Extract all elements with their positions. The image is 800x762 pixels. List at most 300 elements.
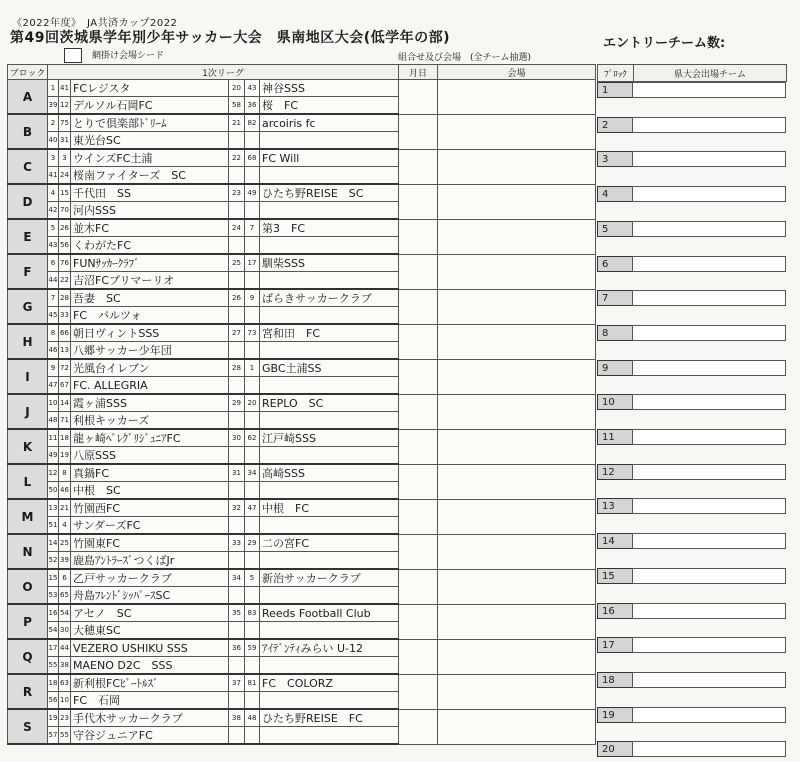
date-cell: [399, 184, 438, 219]
block-label: E: [8, 219, 48, 254]
block-label: C: [8, 149, 48, 184]
draw-number: 31: [59, 132, 71, 150]
team-name: [260, 342, 399, 360]
seed-number: [229, 657, 245, 675]
venue-cell: [438, 394, 596, 429]
seed-number: 23: [229, 184, 245, 202]
team-name: REPLO SC: [260, 394, 399, 412]
team-name: [260, 272, 399, 290]
table-row: [8, 499, 596, 517]
block-label: P: [8, 604, 48, 639]
seed-number: [229, 342, 245, 360]
draw-number: 4: [59, 517, 71, 535]
block-label: J: [8, 394, 48, 429]
venue-cell: [438, 464, 596, 499]
team-name: [260, 727, 399, 745]
draw-number: 24: [59, 167, 71, 185]
draw-number: [245, 167, 260, 185]
draw-number: 1: [245, 359, 260, 377]
date-cell: [399, 359, 438, 394]
draw-number: 29: [245, 534, 260, 552]
seed-number: 29: [229, 394, 245, 412]
draw-number: 34: [245, 464, 260, 482]
team-name: 新治サッカークラブ: [260, 569, 399, 587]
seed-number: 4: [48, 184, 59, 202]
seed-number: 36: [229, 639, 245, 657]
qualifier-slot: [597, 533, 786, 549]
table-row: [8, 219, 596, 237]
seed-number: 27: [229, 324, 245, 342]
team-name: 八原SSS: [71, 447, 229, 465]
seed-number: [229, 587, 245, 605]
team-name: [260, 412, 399, 430]
seed-number: 6: [48, 254, 59, 272]
date-cell: [399, 149, 438, 184]
team-name: デルソル石岡FC: [71, 97, 229, 115]
draw-number: [245, 482, 260, 500]
block-label: G: [8, 289, 48, 324]
seed-number: 31: [229, 464, 245, 482]
qualifier-slot-number: 4: [597, 186, 634, 202]
qualifier-team-field: [632, 464, 786, 480]
header-block: ブロック: [8, 65, 48, 80]
qualifier-team-field: [632, 741, 786, 757]
qualifier-team-field: [632, 568, 786, 584]
table-row: [8, 254, 596, 272]
date-cell: [399, 254, 438, 289]
seed-number: [229, 237, 245, 255]
table-row: [8, 429, 596, 447]
date-cell: [399, 534, 438, 569]
table-row: [8, 359, 596, 377]
qualifier-header: [597, 64, 787, 82]
seed-number: 25: [229, 254, 245, 272]
seed-number: 45: [48, 307, 59, 325]
team-name: 手代木サッカークラブ: [71, 709, 229, 727]
team-name: 竹園東FC: [71, 534, 229, 552]
seed-number: [229, 167, 245, 185]
seed-number: 12: [48, 464, 59, 482]
seed-number: 21: [229, 114, 245, 132]
seed-number: 52: [48, 552, 59, 570]
seed-number: 32: [229, 499, 245, 517]
team-name: 神谷SSS: [260, 80, 399, 97]
seed-number: 9: [48, 359, 59, 377]
seed-number: 26: [229, 289, 245, 307]
qualifier-slot: [597, 741, 786, 757]
qualifier-team-field: [632, 256, 786, 272]
team-name: [260, 482, 399, 500]
team-name: 二の宮FC: [260, 534, 399, 552]
draw-number: [245, 657, 260, 675]
team-name: [260, 132, 399, 150]
team-name: 利根キッカーズ: [71, 412, 229, 430]
block-label: O: [8, 569, 48, 604]
seed-number: [229, 447, 245, 465]
block-label: N: [8, 534, 48, 569]
team-name: 中根 SC: [71, 482, 229, 500]
draw-number: 10: [59, 692, 71, 710]
team-name: [260, 377, 399, 395]
seed-number: 42: [48, 202, 59, 220]
seed-number: 47: [48, 377, 59, 395]
seed-number: [229, 552, 245, 570]
qualifier-team-field: [632, 603, 786, 619]
venue-cell: [438, 359, 596, 394]
table-row: [8, 80, 596, 97]
seed-number: 13: [48, 499, 59, 517]
qualifier-slot: [597, 290, 786, 306]
draw-number: 9: [245, 289, 260, 307]
draw-number: 13: [59, 342, 71, 360]
qualifier-slot-number: 18: [597, 672, 634, 688]
table-row: [8, 569, 596, 587]
draw-number: 43: [245, 80, 260, 97]
qualifier-team-field: [632, 429, 786, 445]
seed-number: 43: [48, 237, 59, 255]
draw-number: 76: [59, 254, 71, 272]
draw-number: 72: [59, 359, 71, 377]
seed-number: [229, 132, 245, 150]
team-name: 並木FC: [71, 219, 229, 237]
draw-number: 47: [245, 499, 260, 517]
qualifier-slot: [597, 637, 786, 653]
qualifier-slot-number: 6: [597, 256, 634, 272]
seed-number: [229, 482, 245, 500]
seed-number: 34: [229, 569, 245, 587]
qualifier-slot-number: 19: [597, 707, 634, 723]
draw-number: 56: [59, 237, 71, 255]
team-name: 竹園西FC: [71, 499, 229, 517]
qualifier-slot-number: 12: [597, 464, 634, 480]
team-name: 乙戸サッカークラブ: [71, 569, 229, 587]
draw-number: [245, 412, 260, 430]
qualifier-slot-number: 11: [597, 429, 634, 445]
date-cell: [399, 464, 438, 499]
seed-number: 58: [229, 97, 245, 115]
draw-number: 49: [245, 184, 260, 202]
draw-number: 55: [59, 727, 71, 745]
team-name: FC バルツォ: [71, 307, 229, 325]
team-name: サンダーズFC: [71, 517, 229, 535]
page-title: 第49回茨城県学年別少年サッカー大会 県南地区大会(低学年の部): [10, 30, 450, 46]
team-name: [260, 447, 399, 465]
qualifier-slot: [597, 707, 786, 723]
team-name: [260, 237, 399, 255]
date-cell: [399, 219, 438, 254]
qualifier-slot-number: 15: [597, 568, 634, 584]
team-name: [260, 167, 399, 185]
table-header-row: [8, 65, 596, 80]
team-name: 新利根FCﾋﾞｰﾄﾙｽﾞ: [71, 674, 229, 692]
table-row: [8, 709, 596, 727]
team-name: 中根 FC: [260, 499, 399, 517]
header-date: 月日: [399, 65, 438, 80]
seed-number: [229, 202, 245, 220]
team-name: 鹿島ｱﾝﾄﾗｰｽﾞつくばJr: [71, 552, 229, 570]
draw-number: [245, 202, 260, 220]
qualifier-slot: [597, 672, 786, 688]
draw-number: 22: [59, 272, 71, 290]
draw-number: 66: [59, 324, 71, 342]
team-name: 真鍋FC: [71, 464, 229, 482]
qualifier-team-field: [632, 360, 786, 376]
draw-number: 82: [245, 114, 260, 132]
block-label: K: [8, 429, 48, 464]
team-name: [260, 202, 399, 220]
team-name: 江戸崎SSS: [260, 429, 399, 447]
team-name: 千代田 SS: [71, 184, 229, 202]
team-name: 宮和田 FC: [260, 324, 399, 342]
qualifier-slot: [597, 82, 786, 98]
qualifier-slot-number: 9: [597, 360, 634, 376]
draw-number: 21: [59, 499, 71, 517]
seed-number: 5: [48, 219, 59, 237]
block-label: I: [8, 359, 48, 394]
draw-number: 54: [59, 604, 71, 622]
draw-number: 75: [59, 114, 71, 132]
team-name: 桜 FC: [260, 97, 399, 115]
draw-number: [245, 727, 260, 745]
qualifier-team-field: [632, 707, 786, 723]
qualifier-team-field: [632, 117, 786, 133]
qualifier-slot: [597, 221, 786, 237]
draw-number: 30: [59, 622, 71, 640]
draw-number: 67: [59, 377, 71, 395]
block-label: S: [8, 709, 48, 744]
league-table: [7, 64, 596, 745]
team-name: 第3 FC: [260, 219, 399, 237]
qualifier-slot-number: 5: [597, 221, 634, 237]
seed-number: 24: [229, 219, 245, 237]
draw-number: [245, 587, 260, 605]
venue-note: 組合せ及び会場 (全チーム抽選): [398, 53, 532, 63]
qualifier-slot-number: 3: [597, 151, 634, 167]
draw-number: 68: [245, 149, 260, 167]
table-row: [8, 534, 596, 552]
seed-number: 41: [48, 167, 59, 185]
qualifier-slot-number: 14: [597, 533, 634, 549]
draw-number: 7: [245, 219, 260, 237]
venue-cell: [438, 534, 596, 569]
team-name: FCレジスタ: [71, 80, 229, 97]
qualifier-team-field: [632, 533, 786, 549]
date-cell: [399, 674, 438, 709]
draw-number: 8: [59, 464, 71, 482]
qualifier-slot-number: 13: [597, 498, 634, 514]
draw-number: 83: [245, 604, 260, 622]
seed-number: 56: [48, 692, 59, 710]
date-cell: [399, 569, 438, 604]
team-name: VEZERO USHIKU SSS: [71, 639, 229, 657]
seed-number: 54: [48, 622, 59, 640]
qualifier-slot-number: 17: [597, 637, 634, 653]
seed-legend-label: 網掛け会場シード: [92, 51, 165, 61]
team-name: 龍ヶ崎ﾍﾟﾚｸﾞﾘｼﾞｭﾆｱFC: [71, 429, 229, 447]
venue-cell: [438, 80, 596, 115]
date-cell: [399, 709, 438, 744]
venue-cell: [438, 219, 596, 254]
block-label: Q: [8, 639, 48, 674]
team-name: ｱｲﾃﾞﾝﾃｨみらい U-12: [260, 639, 399, 657]
table-row: [8, 604, 596, 622]
seed-number: 50: [48, 482, 59, 500]
team-name: 東光台SC: [71, 132, 229, 150]
team-name: GBC土浦SS: [260, 359, 399, 377]
team-name: FC COLORZ: [260, 674, 399, 692]
draw-number: [245, 622, 260, 640]
header-qual-team: 県大会出場チーム: [634, 65, 787, 82]
date-cell: [399, 289, 438, 324]
team-name: 吉沼FCプリマーリオ: [71, 272, 229, 290]
draw-number: 44: [59, 639, 71, 657]
seed-number: 7: [48, 289, 59, 307]
team-name: 河内SSS: [71, 202, 229, 220]
team-name: 光風台イレブン: [71, 359, 229, 377]
venue-cell: [438, 114, 596, 149]
draw-number: [245, 132, 260, 150]
venue-cell: [438, 674, 596, 709]
block-label: R: [8, 674, 48, 709]
seed-number: 10: [48, 394, 59, 412]
draw-number: 15: [59, 184, 71, 202]
date-cell: [399, 80, 438, 115]
seed-number: 14: [48, 534, 59, 552]
draw-number: 5: [245, 569, 260, 587]
year-line: 《2022年度》 JA共済カップ2022: [12, 18, 178, 29]
team-name: [260, 657, 399, 675]
team-name: ひたち野REISE SC: [260, 184, 399, 202]
team-name: FC. ALLEGRIA: [71, 377, 229, 395]
draw-number: 38: [59, 657, 71, 675]
seed-number: 1: [48, 80, 59, 97]
table-row: [8, 464, 596, 482]
seed-number: [229, 727, 245, 745]
qualifier-slot: [597, 429, 786, 445]
team-name: FUNｻｯｶｰｸﾗﾌﾞ: [71, 254, 229, 272]
venue-cell: [438, 499, 596, 534]
draw-number: 81: [245, 674, 260, 692]
qualifier-slot-number: 7: [597, 290, 634, 306]
venue-cell: [438, 604, 596, 639]
seed-number: [229, 622, 245, 640]
venue-cell: [438, 254, 596, 289]
team-name: [260, 552, 399, 570]
date-cell: [399, 604, 438, 639]
qualifier-slot: [597, 117, 786, 133]
draw-number: [245, 517, 260, 535]
qualifier-team-field: [632, 672, 786, 688]
date-cell: [399, 429, 438, 464]
qualifier-team-field: [632, 186, 786, 202]
team-name: ひたち野REISE FC: [260, 709, 399, 727]
qualifier-team-field: [632, 151, 786, 167]
seed-number: [229, 307, 245, 325]
seed-number: 49: [48, 447, 59, 465]
seed-number: 8: [48, 324, 59, 342]
team-name: アセノ SC: [71, 604, 229, 622]
seed-number: [229, 412, 245, 430]
draw-number: 41: [59, 80, 71, 97]
entry-count-label: エントリーチーム数:: [603, 36, 726, 51]
seed-number: 53: [48, 587, 59, 605]
draw-number: 25: [59, 534, 71, 552]
draw-number: 12: [59, 97, 71, 115]
draw-number: [245, 377, 260, 395]
table-row: [8, 149, 596, 167]
seed-number: 3: [48, 149, 59, 167]
team-name: 舟島ﾌﾚﾝﾄﾞｼｯﾊﾟｰｽSC: [71, 587, 229, 605]
team-name: FC Will: [260, 149, 399, 167]
seed-number: 18: [48, 674, 59, 692]
qualifier-slot-number: 16: [597, 603, 634, 619]
seed-legend-box: [64, 48, 82, 63]
seed-number: [229, 692, 245, 710]
draw-number: 14: [59, 394, 71, 412]
seed-number: 38: [229, 709, 245, 727]
draw-number: 65: [59, 587, 71, 605]
venue-cell: [438, 149, 596, 184]
venue-cell: [438, 324, 596, 359]
qualifier-slot: [597, 603, 786, 619]
block-label: L: [8, 464, 48, 499]
block-label: A: [8, 80, 48, 115]
team-name: くわがたFC: [71, 237, 229, 255]
team-name: [260, 307, 399, 325]
seed-number: 15: [48, 569, 59, 587]
venue-cell: [438, 429, 596, 464]
draw-number: [245, 272, 260, 290]
qualifier-team-field: [632, 498, 786, 514]
table-row: [8, 289, 596, 307]
team-name: MAENO D2C SSS: [71, 657, 229, 675]
seed-number: 22: [229, 149, 245, 167]
qualifier-slot-number: 2: [597, 117, 634, 133]
qualifier-slot-number: 8: [597, 325, 634, 341]
draw-number: [245, 237, 260, 255]
team-name: 桜南ファイターズ SC: [71, 167, 229, 185]
seed-number: [229, 517, 245, 535]
date-cell: [399, 639, 438, 674]
qualifier-slot: [597, 360, 786, 376]
draw-number: 39: [59, 552, 71, 570]
seed-number: 16: [48, 604, 59, 622]
draw-number: 36: [245, 97, 260, 115]
team-name: 高崎SSS: [260, 464, 399, 482]
team-name: 吾妻 SC: [71, 289, 229, 307]
header-league: 1次リーグ: [48, 65, 399, 80]
draw-number: 3: [59, 149, 71, 167]
seed-number: 46: [48, 342, 59, 360]
team-name: とりで倶楽部ﾄﾞﾘｰﾑ: [71, 114, 229, 132]
seed-number: 37: [229, 674, 245, 692]
venue-cell: [438, 184, 596, 219]
draw-number: [245, 552, 260, 570]
block-label: M: [8, 499, 48, 534]
seed-number: 44: [48, 272, 59, 290]
seed-number: 40: [48, 132, 59, 150]
team-name: ばらきサッカークラブ: [260, 289, 399, 307]
block-label: F: [8, 254, 48, 289]
draw-number: 71: [59, 412, 71, 430]
table-row: [8, 394, 596, 412]
block-label: B: [8, 114, 48, 149]
team-name: 霞ヶ浦SSS: [71, 394, 229, 412]
draw-number: 18: [59, 429, 71, 447]
team-name: 大穂東SC: [71, 622, 229, 640]
draw-number: 70: [59, 202, 71, 220]
qualifier-slot: [597, 256, 786, 272]
